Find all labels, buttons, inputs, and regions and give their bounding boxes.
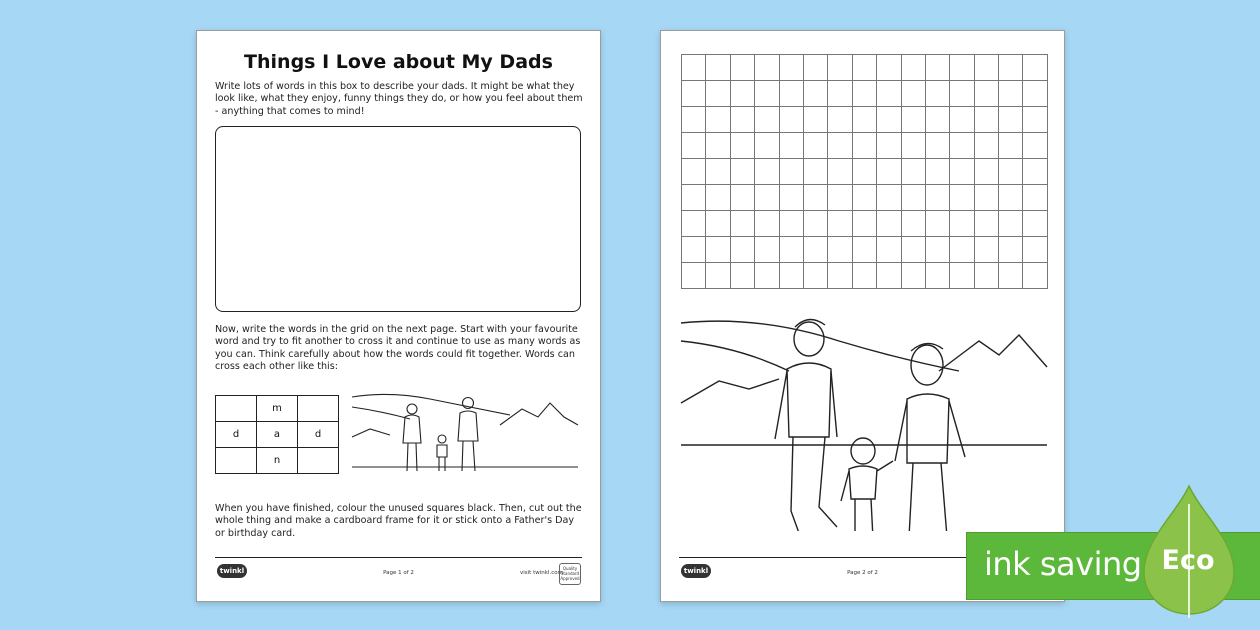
crossword-cell[interactable]: [950, 81, 974, 107]
crossword-grid[interactable]: [681, 54, 1048, 289]
crossword-cell[interactable]: [975, 81, 999, 107]
crossword-cell[interactable]: [853, 185, 877, 211]
crossword-cell[interactable]: [999, 211, 1023, 237]
crossword-cell[interactable]: [1023, 211, 1047, 237]
crossword-cell[interactable]: [682, 81, 706, 107]
crossword-cell[interactable]: [926, 211, 950, 237]
crossword-cell[interactable]: [975, 263, 999, 289]
crossword-cell[interactable]: [999, 133, 1023, 159]
crossword-cell[interactable]: [828, 159, 852, 185]
site-link[interactable]: visit twinkl.com: [520, 570, 563, 576]
crossword-cell[interactable]: [926, 107, 950, 133]
crossword-cell[interactable]: [926, 263, 950, 289]
crossword-cell[interactable]: [902, 211, 926, 237]
writing-box: [215, 126, 581, 312]
crossword-cell[interactable]: [755, 107, 779, 133]
grid-cell: a: [257, 422, 298, 448]
crossword-cell[interactable]: [975, 211, 999, 237]
crossword-cell[interactable]: [780, 211, 804, 237]
crossword-cell[interactable]: [804, 185, 828, 211]
crossword-cell[interactable]: [999, 159, 1023, 185]
crossword-cell[interactable]: [926, 133, 950, 159]
crossword-cell[interactable]: [975, 55, 999, 81]
crossword-cell[interactable]: [755, 55, 779, 81]
crossword-cell[interactable]: [706, 81, 730, 107]
grid-cell: [216, 396, 257, 422]
crossword-cell[interactable]: [780, 81, 804, 107]
crossword-cell[interactable]: [706, 263, 730, 289]
crossword-cell[interactable]: [1023, 81, 1047, 107]
crossword-cell[interactable]: [780, 263, 804, 289]
family-illustration-large: [679, 311, 1049, 531]
crossword-cell[interactable]: [804, 81, 828, 107]
crossword-cell[interactable]: [950, 185, 974, 211]
family-illustration-small: [350, 385, 580, 481]
crossword-cell[interactable]: [755, 263, 779, 289]
grid-cell: [216, 448, 257, 474]
crossword-cell[interactable]: [731, 211, 755, 237]
crossword-cell[interactable]: [780, 107, 804, 133]
crossword-cell[interactable]: [731, 185, 755, 211]
crossword-cell[interactable]: [706, 55, 730, 81]
crossword-cell[interactable]: [731, 55, 755, 81]
crossword-cell[interactable]: [682, 107, 706, 133]
crossword-cell[interactable]: [828, 81, 852, 107]
grid-cell: d: [216, 422, 257, 448]
crossword-cell[interactable]: [755, 133, 779, 159]
crossword-cell[interactable]: [877, 211, 901, 237]
crossword-cell[interactable]: [780, 133, 804, 159]
crossword-cell[interactable]: [853, 211, 877, 237]
crossword-cell[interactable]: [780, 237, 804, 263]
crossword-cell[interactable]: [926, 81, 950, 107]
crossword-cell[interactable]: [877, 81, 901, 107]
crossword-cell[interactable]: [828, 237, 852, 263]
crossword-cell[interactable]: [950, 55, 974, 81]
instructions-text: Now, write the words in the grid on the next page. Start with your favourite word and try to fit another to cross it and continue to use as many words as you can. Think carefully about how the words could fit together. Words can cross each other like this:: [215, 324, 581, 373]
crossword-cell[interactable]: [999, 185, 1023, 211]
crossword-cell[interactable]: [682, 185, 706, 211]
crossword-cell[interactable]: [804, 133, 828, 159]
crossword-cell[interactable]: [902, 263, 926, 289]
crossword-cell[interactable]: [853, 159, 877, 185]
crossword-cell[interactable]: [950, 159, 974, 185]
crossword-cell[interactable]: [975, 159, 999, 185]
crossword-cell[interactable]: [804, 263, 828, 289]
grid-cell: m: [257, 396, 298, 422]
crossword-cell[interactable]: [975, 185, 999, 211]
crossword-cell[interactable]: [682, 133, 706, 159]
crossword-cell[interactable]: [780, 55, 804, 81]
crossword-cell[interactable]: [877, 263, 901, 289]
crossword-cell[interactable]: [902, 133, 926, 159]
crossword-cell[interactable]: [926, 185, 950, 211]
crossword-cell[interactable]: [877, 185, 901, 211]
page-number: Page 1 of 2: [383, 570, 414, 576]
crossword-cell[interactable]: [926, 237, 950, 263]
crossword-cell[interactable]: [902, 185, 926, 211]
crossword-cell[interactable]: [682, 159, 706, 185]
crossword-cell[interactable]: [828, 263, 852, 289]
crossword-cell[interactable]: [1023, 133, 1047, 159]
twinkl-logo: twinkl: [217, 564, 247, 578]
crossword-cell[interactable]: [706, 107, 730, 133]
crossword-cell[interactable]: [877, 237, 901, 263]
grid-cell: n: [257, 448, 298, 474]
crossword-cell[interactable]: [950, 237, 974, 263]
crossword-cell[interactable]: [828, 107, 852, 133]
crossword-cell[interactable]: [828, 211, 852, 237]
crossword-cell[interactable]: [853, 107, 877, 133]
crossword-cell[interactable]: [853, 237, 877, 263]
crossword-cell[interactable]: [682, 237, 706, 263]
crossword-cell[interactable]: [1023, 107, 1047, 133]
crossword-cell[interactable]: [755, 159, 779, 185]
crossword-cell[interactable]: [853, 55, 877, 81]
page-number: Page 2 of 2: [847, 570, 878, 576]
eco-label: Eco: [1161, 545, 1215, 576]
grid-cell: d: [298, 422, 339, 448]
crossword-cell[interactable]: [828, 185, 852, 211]
crossword-cell[interactable]: [902, 237, 926, 263]
crossword-cell[interactable]: [853, 133, 877, 159]
crossword-cell[interactable]: [975, 237, 999, 263]
twinkl-logo: twinkl: [681, 564, 711, 578]
grid-cell: [298, 396, 339, 422]
crossword-cell[interactable]: [682, 55, 706, 81]
crossword-cell[interactable]: [853, 81, 877, 107]
crossword-cell[interactable]: [780, 185, 804, 211]
crossword-cell[interactable]: [706, 133, 730, 159]
crossword-cell[interactable]: [877, 159, 901, 185]
crossword-cell[interactable]: [975, 107, 999, 133]
crossword-cell[interactable]: [926, 55, 950, 81]
crossword-cell[interactable]: [950, 133, 974, 159]
crossword-cell[interactable]: [902, 107, 926, 133]
example-crossword-grid: [215, 395, 339, 474]
crossword-cell[interactable]: [999, 107, 1023, 133]
crossword-cell[interactable]: [706, 185, 730, 211]
crossword-cell[interactable]: [999, 263, 1023, 289]
crossword-cell[interactable]: [682, 211, 706, 237]
crossword-cell[interactable]: [926, 159, 950, 185]
closing-text: When you have finished, colour the unused squares black. Then, cut out the whole thing and make a cardboard frame for it or stick onto a Father's Day or birthday card.: [215, 503, 582, 539]
crossword-cell[interactable]: [828, 133, 852, 159]
crossword-cell[interactable]: [804, 55, 828, 81]
crossword-cell[interactable]: [804, 107, 828, 133]
crossword-cell[interactable]: [755, 211, 779, 237]
crossword-cell[interactable]: [706, 159, 730, 185]
crossword-cell[interactable]: [804, 159, 828, 185]
crossword-cell[interactable]: [950, 107, 974, 133]
crossword-cell[interactable]: [999, 237, 1023, 263]
crossword-cell[interactable]: [902, 81, 926, 107]
crossword-cell[interactable]: [804, 211, 828, 237]
crossword-cell[interactable]: [682, 263, 706, 289]
crossword-cell[interactable]: [1023, 185, 1047, 211]
grid-cell: [298, 448, 339, 474]
quality-badge: Quality Standard Approved: [559, 563, 581, 585]
crossword-cell[interactable]: [804, 237, 828, 263]
ink-saving-text: ink saving: [984, 545, 1142, 583]
crossword-cell[interactable]: [755, 237, 779, 263]
footer-divider: [215, 557, 582, 558]
crossword-cell[interactable]: [755, 81, 779, 107]
crossword-cell[interactable]: [731, 159, 755, 185]
crossword-cell[interactable]: [1023, 55, 1047, 81]
crossword-cell[interactable]: [999, 81, 1023, 107]
crossword-cell[interactable]: [731, 107, 755, 133]
crossword-cell[interactable]: [755, 185, 779, 211]
crossword-cell[interactable]: [706, 237, 730, 263]
worksheet-page-1: [196, 30, 601, 602]
crossword-cell[interactable]: [731, 237, 755, 263]
crossword-cell[interactable]: [950, 263, 974, 289]
crossword-cell[interactable]: [950, 211, 974, 237]
crossword-cell[interactable]: [706, 211, 730, 237]
crossword-cell[interactable]: [1023, 263, 1047, 289]
crossword-cell[interactable]: [975, 133, 999, 159]
crossword-cell[interactable]: [877, 55, 901, 81]
crossword-cell[interactable]: [828, 55, 852, 81]
crossword-cell[interactable]: [999, 55, 1023, 81]
page-title: Things I Love about My Dads: [244, 51, 553, 73]
crossword-cell[interactable]: [877, 133, 901, 159]
crossword-cell[interactable]: [877, 107, 901, 133]
crossword-cell[interactable]: [731, 81, 755, 107]
intro-text: Write lots of words in this box to describe your dads. It might be what they look like, what they enjoy, funny things they do, or how you feel about them - anything that comes to mind!: [215, 81, 583, 117]
crossword-cell[interactable]: [780, 159, 804, 185]
crossword-cell[interactable]: [902, 55, 926, 81]
crossword-cell[interactable]: [731, 133, 755, 159]
crossword-cell[interactable]: [1023, 237, 1047, 263]
crossword-cell[interactable]: [853, 263, 877, 289]
crossword-cell[interactable]: [902, 159, 926, 185]
crossword-cell[interactable]: [1023, 159, 1047, 185]
crossword-cell[interactable]: [731, 263, 755, 289]
worksheet-page-2: [660, 30, 1065, 602]
